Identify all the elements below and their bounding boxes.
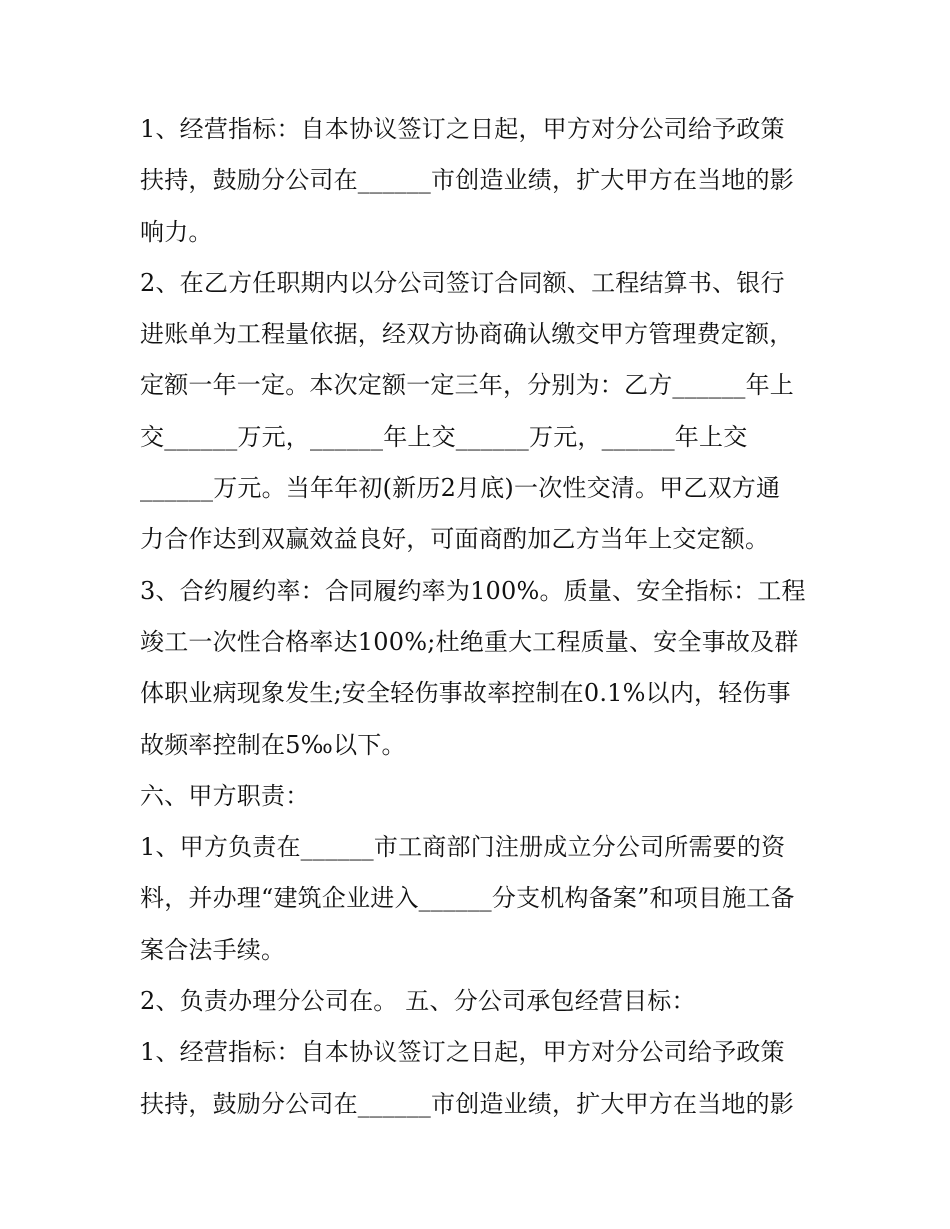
text-line: 2、在乙方任职期内以分公司签订合同额、工程结算书、银行 [140, 268, 785, 297]
text-line: 1、甲方负责在______市工商部门注册成立分公司所需要的资 [140, 833, 786, 862]
text-line: 定额一年一定。本次定额一定三年，分别为：乙方______年上 [140, 371, 794, 400]
text-line: 故频率控制在5‰以下。 [140, 730, 406, 759]
document-body [140, 104, 820, 1130]
text-line: 扶持，鼓励分公司在______市创造业绩，扩大甲方在当地的影 [140, 166, 794, 195]
text-line: 1、经营指标：自本协议签订之日起，甲方对分公司给予政策 [140, 115, 785, 143]
section-heading: 六、甲方职责： [140, 781, 310, 810]
text-line: ______万元。当年年初(新历2月底)一次性交清。甲乙双方通 [140, 474, 781, 503]
text-line: 体职业病现象发生;安全轻伤事故率控制在0.1%以内，轻伤事 [140, 679, 791, 708]
text-line: 进账单为工程量依据，经双方协商确认缴交甲方管理费定额， [140, 320, 794, 349]
text-line: 竣工一次性合格率达100%;杜绝重大工程质量、安全事故及群 [140, 627, 799, 656]
text-line: 响力。 [140, 217, 213, 246]
text-line: 料，并办理“建筑企业进入______分支机构备案”和项目施工备 [140, 884, 795, 913]
text-line: 交______万元，______年上交______万元，______年上交 [140, 422, 748, 451]
text-line: 3、合约履约率：合同履约率为100%。质量、安全指标：工程 [140, 576, 806, 605]
text-line: 1、经营指标：自本协议签订之日起，甲方对分公司给予政策 [140, 1038, 785, 1067]
text-line: 2、负责办理分公司在。 五、分公司承包经营目标： [140, 987, 696, 1016]
text-line: 力合作达到双赢效益良好，可面商酌加乙方当年上交定额。 [140, 525, 770, 554]
text-line: 扶持，鼓励分公司在______市创造业绩，扩大甲方在当地的影 [140, 1089, 794, 1118]
text-line: 案合法手续。 [140, 935, 286, 964]
